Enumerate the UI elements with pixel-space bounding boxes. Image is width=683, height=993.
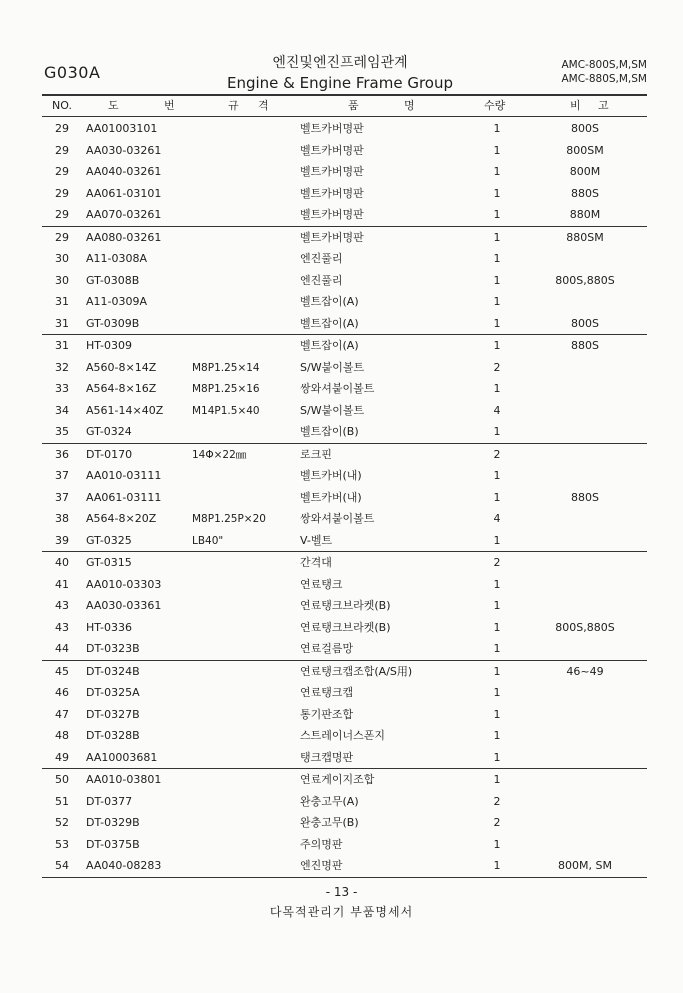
cell-no: 29 <box>55 165 69 178</box>
cell-no: 30 <box>55 252 69 265</box>
cell-quantity: 1 <box>493 252 501 265</box>
table-row <box>42 834 647 856</box>
cell-no: 45 <box>55 664 69 678</box>
cell-no: 30 <box>55 273 69 287</box>
cell-quantity: 2 <box>493 556 501 569</box>
cell-quantity: 1 <box>493 773 501 786</box>
cell-part-name: 벨트카버명판 <box>300 143 364 157</box>
cell-part-number: GT-0308B <box>86 273 140 287</box>
cell-no: 44 <box>55 642 69 655</box>
cell-quantity: 4 <box>493 403 501 417</box>
cell-part-name: 벨트카버(내) <box>300 490 362 504</box>
table-row <box>42 704 647 726</box>
cell-quantity: 1 <box>493 686 501 699</box>
col-header-qty: 수량 <box>484 99 506 112</box>
cell-part-name: V-벨트 <box>300 533 333 547</box>
cell-no: 31 <box>55 316 69 330</box>
col-header-part-b: 번 <box>164 99 175 112</box>
cell-part-number: DT-0323B <box>86 642 140 655</box>
cell-no: 50 <box>55 773 69 786</box>
cell-part-name: 로크핀 <box>300 447 332 461</box>
cell-part-number: AA010-03801 <box>86 773 162 786</box>
cell-quantity: 1 <box>493 533 501 547</box>
cell-part-name: 벨트카버명판 <box>300 186 364 200</box>
cell-remark: 800M <box>569 165 601 178</box>
table-row <box>42 617 647 639</box>
cell-part-number: AA010-03111 <box>86 469 162 482</box>
table-row <box>42 291 647 313</box>
cell-part-number: AA010-03303 <box>86 577 162 591</box>
cell-quantity: 1 <box>493 273 501 287</box>
cell-remark: 880S <box>571 186 599 200</box>
cell-part-number: DT-0170 <box>86 447 133 461</box>
cell-remark: 880S <box>571 339 599 352</box>
table-row <box>42 661 647 683</box>
cell-part-number: GT-0325 <box>86 533 132 547</box>
col-header-name-a: 품 <box>348 99 359 112</box>
cell-no: 49 <box>55 750 69 764</box>
cell-remark: 800S,880S <box>555 273 615 287</box>
cell-quantity: 1 <box>493 208 501 221</box>
cell-part-name: 연료탱크브라켓(B) <box>300 599 391 612</box>
cell-part-number: A11-0308A <box>86 252 148 265</box>
cell-no: 37 <box>55 490 69 504</box>
cell-part-number: GT-0309B <box>86 316 140 330</box>
cell-no: 33 <box>55 382 69 395</box>
cell-spec: M8P1.25×16 <box>192 383 260 395</box>
cell-no: 31 <box>55 295 69 308</box>
cell-part-name: 완충고무(B) <box>300 816 359 829</box>
cell-part-name: 쌍와셔붙이볼트 <box>300 512 375 525</box>
cell-quantity: 2 <box>493 794 501 808</box>
cell-quantity: 1 <box>493 664 501 678</box>
model-line: AMC-800S,M,SM <box>561 59 647 71</box>
cell-part-name: 연료게이지조합 <box>300 773 375 786</box>
group-title-english: Engine & Engine Frame Group <box>227 74 453 92</box>
cell-part-number: A560-8×14Z <box>86 360 157 374</box>
cell-part-name: 벨트잡이(A) <box>300 316 359 330</box>
table-row <box>42 530 647 553</box>
col-header-remark-b: 고 <box>598 99 609 112</box>
cell-part-number: AA061-03111 <box>86 490 162 504</box>
cell-no: 36 <box>55 447 69 461</box>
cell-no: 51 <box>55 794 69 808</box>
cell-part-name: S/W붙이볼트 <box>300 403 365 417</box>
table-row <box>42 769 647 791</box>
cell-quantity: 1 <box>493 425 501 438</box>
cell-part-number: DT-0377 <box>86 794 133 808</box>
document-title: 다목적관리기 부품명세서 <box>269 905 414 919</box>
cell-part-name: 벨트카버(내) <box>300 469 362 482</box>
cell-spec: M8P1.25P×20 <box>192 513 266 525</box>
cell-quantity: 1 <box>493 230 501 244</box>
cell-part-name: 완충고무(A) <box>300 794 359 808</box>
col-header-spec-a: 규 <box>228 99 239 112</box>
cell-quantity: 1 <box>493 469 501 482</box>
cell-part-name: 엔진풀리 <box>300 252 343 265</box>
cell-no: 39 <box>55 533 69 547</box>
cell-no: 29 <box>55 230 69 244</box>
cell-quantity: 1 <box>493 143 501 157</box>
cell-quantity: 1 <box>493 316 501 330</box>
cell-spec: M8P1.25×14 <box>192 361 260 374</box>
cell-no: 41 <box>55 577 69 591</box>
cell-part-name: 벨트카버명판 <box>300 208 364 221</box>
cell-quantity: 1 <box>493 122 501 135</box>
table-row <box>42 313 647 336</box>
cell-part-name: 벨트카버명판 <box>300 122 364 135</box>
cell-part-name: 통기판조합 <box>300 707 354 721</box>
table-row <box>42 725 647 747</box>
cell-no: 53 <box>55 837 69 851</box>
parts-table <box>42 118 647 878</box>
cell-no: 34 <box>55 403 69 417</box>
cell-part-number: AA040-03261 <box>86 165 162 178</box>
cell-part-number: DT-0324B <box>86 664 140 678</box>
cell-part-name: 간격대 <box>300 556 332 569</box>
cell-part-number: DT-0375B <box>86 837 140 851</box>
cell-part-number: AA01003101 <box>86 122 158 135</box>
cell-part-number: DT-0329B <box>86 816 140 829</box>
cell-remark: 800S,880S <box>555 620 615 634</box>
page-number: - 13 - <box>325 885 358 899</box>
table-row <box>42 421 647 444</box>
cell-no: 35 <box>55 425 69 438</box>
cell-part-number: DT-0325A <box>86 686 140 699</box>
cell-quantity: 1 <box>493 859 501 872</box>
cell-remark: 880SM <box>566 230 604 244</box>
table-row <box>42 204 647 227</box>
table-header <box>42 97 647 115</box>
cell-no: 46 <box>55 686 69 699</box>
cell-no: 37 <box>55 469 69 482</box>
cell-no: 43 <box>55 599 69 612</box>
table-row <box>42 595 647 617</box>
table-row <box>42 487 647 509</box>
cell-part-name: 연료탱크브라켓(B) <box>300 620 391 634</box>
table-row <box>42 378 647 400</box>
cell-quantity: 1 <box>493 490 501 504</box>
cell-part-number: GT-0315 <box>86 556 132 569</box>
table-row <box>42 183 647 205</box>
cell-part-name: 벨트잡이(A) <box>300 339 359 352</box>
cell-quantity: 1 <box>493 750 501 764</box>
cell-no: 31 <box>55 339 69 352</box>
table-row <box>42 638 647 661</box>
cell-spec: LB40" <box>192 534 224 547</box>
cell-part-number: GT-0324 <box>86 425 132 438</box>
cell-part-number: DT-0328B <box>86 729 140 742</box>
col-header-no: NO. <box>52 99 72 112</box>
cell-part-number: AA030-03261 <box>86 143 162 157</box>
cell-part-name: 벨트카버명판 <box>300 230 364 244</box>
col-header-name-b: 명 <box>404 99 415 112</box>
table-row <box>42 812 647 834</box>
cell-part-number: A561-14×40Z <box>86 403 164 417</box>
header-bottom-rule <box>42 116 647 117</box>
cell-quantity: 1 <box>493 729 501 742</box>
cell-part-number: HT-0309 <box>86 339 132 352</box>
table-row <box>42 444 647 466</box>
table-row <box>42 791 647 813</box>
table-row <box>42 118 647 140</box>
cell-part-name: 연료탱크캡조합(A/S用) <box>300 664 413 678</box>
cell-no: 54 <box>55 859 69 872</box>
table-row <box>42 161 647 183</box>
cell-quantity: 4 <box>493 512 501 525</box>
cell-part-number: AA10003681 <box>86 750 158 764</box>
cell-part-name: 연료탱크캡 <box>300 686 354 699</box>
cell-no: 43 <box>55 620 69 634</box>
cell-part-name: 주의명판 <box>300 837 343 851</box>
col-header-part-a: 도 <box>108 99 119 112</box>
table-row <box>42 270 647 292</box>
cell-part-name: S/W붙이볼트 <box>300 360 365 374</box>
cell-quantity: 1 <box>493 837 501 851</box>
table-row <box>42 682 647 704</box>
cell-quantity: 1 <box>493 295 501 308</box>
cell-spec: M14P1.5×40 <box>192 404 260 417</box>
table-row <box>42 465 647 487</box>
cell-quantity: 1 <box>493 620 501 634</box>
cell-quantity: 1 <box>493 339 501 352</box>
cell-no: 47 <box>55 707 69 721</box>
cell-quantity: 2 <box>493 816 501 829</box>
cell-remark: 800S <box>571 316 599 330</box>
cell-quantity: 2 <box>493 447 501 461</box>
cell-part-number: AA030-03361 <box>86 599 162 612</box>
cell-part-name: 벨트잡이(B) <box>300 425 359 438</box>
cell-remark: 800SM <box>566 143 604 157</box>
cell-remark: 46~49 <box>566 664 604 678</box>
cell-part-number: A11-0309A <box>86 295 148 308</box>
header-top-rule <box>42 94 647 96</box>
cell-no: 48 <box>55 729 69 742</box>
cell-remark: 880M <box>569 208 601 221</box>
table-row <box>42 248 647 270</box>
cell-part-name: 엔진명판 <box>300 859 343 872</box>
cell-remark: 800M, SM <box>558 859 612 872</box>
table-row <box>42 552 647 574</box>
cell-no: 29 <box>55 143 69 157</box>
cell-part-name: 탱크캡명판 <box>300 750 354 764</box>
cell-part-number: AA061-03101 <box>86 186 162 200</box>
cell-remark: 880S <box>571 490 599 504</box>
cell-part-number: AA040-08283 <box>86 859 162 872</box>
cell-part-name: 연료탱크 <box>300 577 343 591</box>
cell-part-name: 연료걸름망 <box>300 642 354 655</box>
cell-part-name: 벨트카버명판 <box>300 165 364 178</box>
table-row <box>42 357 647 379</box>
col-header-spec-b: 격 <box>258 99 269 112</box>
group-title-korean: 엔진및엔진프레임관계 <box>272 55 408 71</box>
cell-quantity: 1 <box>493 642 501 655</box>
cell-part-number: AA080-03261 <box>86 230 162 244</box>
cell-quantity: 1 <box>493 577 501 591</box>
cell-quantity: 2 <box>493 360 501 374</box>
cell-quantity: 1 <box>493 186 501 200</box>
col-header-remark-a: 비 <box>570 99 581 112</box>
cell-part-number: HT-0336 <box>86 620 132 634</box>
table-row <box>42 140 647 162</box>
cell-quantity: 1 <box>493 382 501 395</box>
cell-no: 52 <box>55 816 69 829</box>
cell-remark: 800S <box>571 122 599 135</box>
cell-no: 40 <box>55 556 69 569</box>
cell-spec: 14Φ×22㎜ <box>192 448 247 461</box>
cell-part-number: A564-8×16Z <box>86 382 157 395</box>
cell-part-name: 벨트잡이(A) <box>300 295 359 308</box>
table-row <box>42 747 647 770</box>
cell-quantity: 1 <box>493 707 501 721</box>
cell-part-number: DT-0327B <box>86 707 140 721</box>
group-code: G030A <box>44 63 101 82</box>
cell-part-name: 스트레이너스폰지 <box>300 729 386 742</box>
cell-no: 38 <box>55 512 69 525</box>
cell-no: 29 <box>55 122 69 135</box>
cell-quantity: 1 <box>493 165 501 178</box>
model-line: AMC-880S,M,SM <box>561 73 647 85</box>
table-row <box>42 508 647 530</box>
cell-part-number: AA070-03261 <box>86 208 162 221</box>
table-row <box>42 855 647 878</box>
cell-no: 29 <box>55 208 69 221</box>
table-row <box>42 227 647 249</box>
cell-part-name: 쌍와셔붙이볼트 <box>300 382 375 395</box>
model-list <box>561 58 647 86</box>
table-row <box>42 335 647 357</box>
cell-no: 32 <box>55 360 69 374</box>
table-row <box>42 400 647 422</box>
cell-no: 29 <box>55 186 69 200</box>
cell-part-number: A564-8×20Z <box>86 512 157 525</box>
cell-quantity: 1 <box>493 599 501 612</box>
table-row <box>42 574 647 596</box>
cell-part-name: 엔진풀리 <box>300 273 343 287</box>
